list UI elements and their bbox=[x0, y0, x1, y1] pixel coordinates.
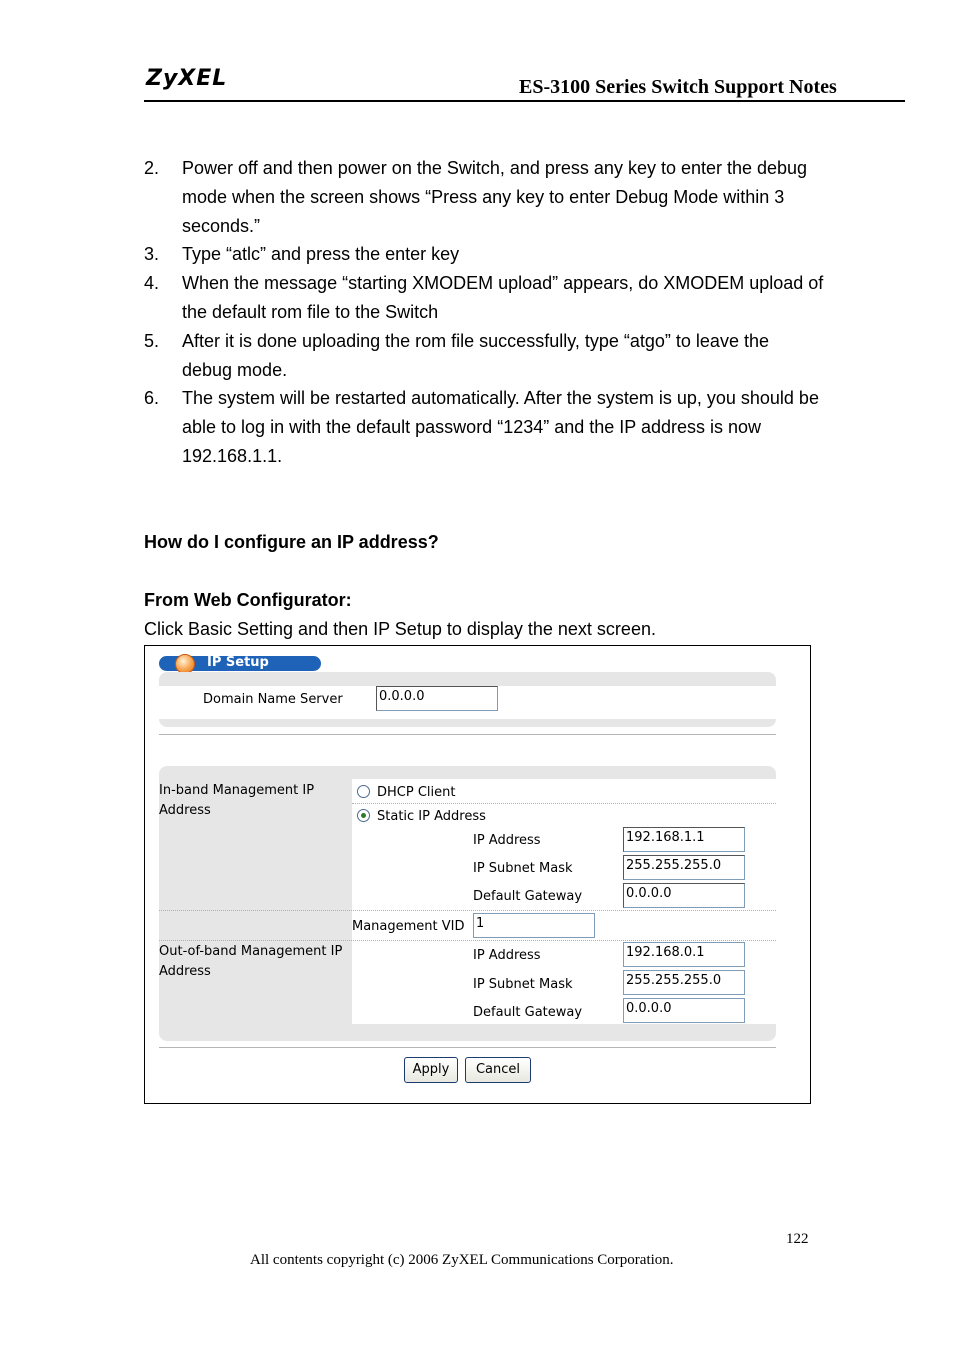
static-ip-radio[interactable] bbox=[357, 809, 370, 822]
outband-mask-label: IP Subnet Mask bbox=[473, 977, 573, 992]
inband-mask-label: IP Subnet Mask bbox=[473, 861, 573, 876]
dns-label: Domain Name Server bbox=[203, 692, 343, 707]
management-vid-field[interactable]: 1 bbox=[473, 913, 595, 938]
step-number: 3. bbox=[144, 244, 160, 265]
dhcp-client-label: DHCP Client bbox=[377, 785, 456, 800]
intro-text: Click Basic Setting and then IP Setup to display the next screen. bbox=[144, 619, 656, 639]
step-item bbox=[144, 327, 824, 385]
screen-title: IP Setup bbox=[207, 655, 269, 670]
outband-ip-label: IP Address bbox=[473, 948, 541, 963]
step-item bbox=[144, 269, 824, 327]
step-item bbox=[144, 384, 824, 470]
step-text: The system will be restarted automatically. After the system is up, you should be able to log in with the default password “1234” and the IP address is now 192.168.1.1. bbox=[182, 388, 819, 466]
outband-label: Out-of-band Management IP bbox=[159, 944, 343, 959]
inband-label-cont: Address bbox=[159, 803, 211, 818]
zyxel-logo: ZyXEL bbox=[146, 66, 228, 91]
apply-button[interactable]: Apply bbox=[404, 1057, 458, 1083]
step-text: Power off and then power on the Switch, and press any key to enter the debug mode when the screen shows “Press any key to enter Debug Mode within 3 seconds.” bbox=[182, 158, 808, 236]
outband-gateway-field[interactable]: 0.0.0.0 bbox=[623, 998, 745, 1023]
copyright-notice: All contents copyright (c) 2006 ZyXEL Communications Corporation. bbox=[250, 1252, 674, 1268]
section-subheading: From Web Configurator: bbox=[144, 590, 352, 610]
dhcp-client-radio[interactable] bbox=[357, 785, 370, 798]
step-text: After it is done uploading the rom file successfully, type “atgo” to leave the debug mode. bbox=[182, 330, 769, 380]
step-text: When the message “starting XMODEM upload” appears, do XMODEM upload of the default rom file to the Switch bbox=[182, 273, 824, 322]
step-number: 4. bbox=[144, 273, 160, 294]
dns-field[interactable]: 0.0.0.0 bbox=[376, 686, 498, 711]
row-separator bbox=[352, 803, 776, 804]
outband-gateway-label: Default Gateway bbox=[473, 1005, 583, 1020]
step-item bbox=[144, 240, 824, 269]
cancel-button[interactable]: Cancel bbox=[465, 1057, 531, 1083]
outband-label-cont: Address bbox=[159, 964, 211, 979]
step-item bbox=[144, 154, 824, 240]
inband-gateway-label: Default Gateway bbox=[473, 889, 583, 904]
header-divider bbox=[144, 100, 905, 102]
outband-mask-field[interactable]: 255.255.255.0 bbox=[623, 970, 745, 995]
static-ip-label: Static IP Address bbox=[377, 809, 486, 824]
screen-title-bar bbox=[159, 656, 321, 671]
inband-gateway-field[interactable]: 0.0.0.0 bbox=[623, 883, 745, 908]
ip-setup-screenshot bbox=[144, 645, 811, 1104]
row-separator bbox=[159, 910, 776, 911]
page-number: 122 bbox=[786, 1231, 809, 1247]
step-number: 2. bbox=[144, 158, 160, 178]
inband-ip-label: IP Address bbox=[473, 833, 541, 848]
step-number: 6. bbox=[144, 388, 160, 409]
inband-mask-field[interactable]: 255.255.255.0 bbox=[623, 855, 745, 880]
row-separator bbox=[159, 940, 776, 941]
step-number: 5. bbox=[144, 330, 160, 351]
inband-label: In-band Management IP bbox=[159, 783, 315, 798]
inband-ip-field[interactable]: 192.168.1.1 bbox=[623, 827, 745, 852]
divider bbox=[159, 734, 776, 735]
step-text: Type “atlc” and press the enter key bbox=[182, 244, 460, 265]
management-vid-label: Management VID bbox=[352, 919, 465, 934]
question-heading: How do I configure an IP address? bbox=[144, 532, 439, 552]
document-header-title: ES-3100 Series Switch Support Notes bbox=[519, 76, 837, 98]
divider bbox=[159, 1047, 776, 1048]
orb-icon bbox=[175, 654, 195, 674]
outband-ip-field[interactable]: 192.168.0.1 bbox=[623, 942, 745, 967]
procedure-steps bbox=[144, 154, 824, 471]
